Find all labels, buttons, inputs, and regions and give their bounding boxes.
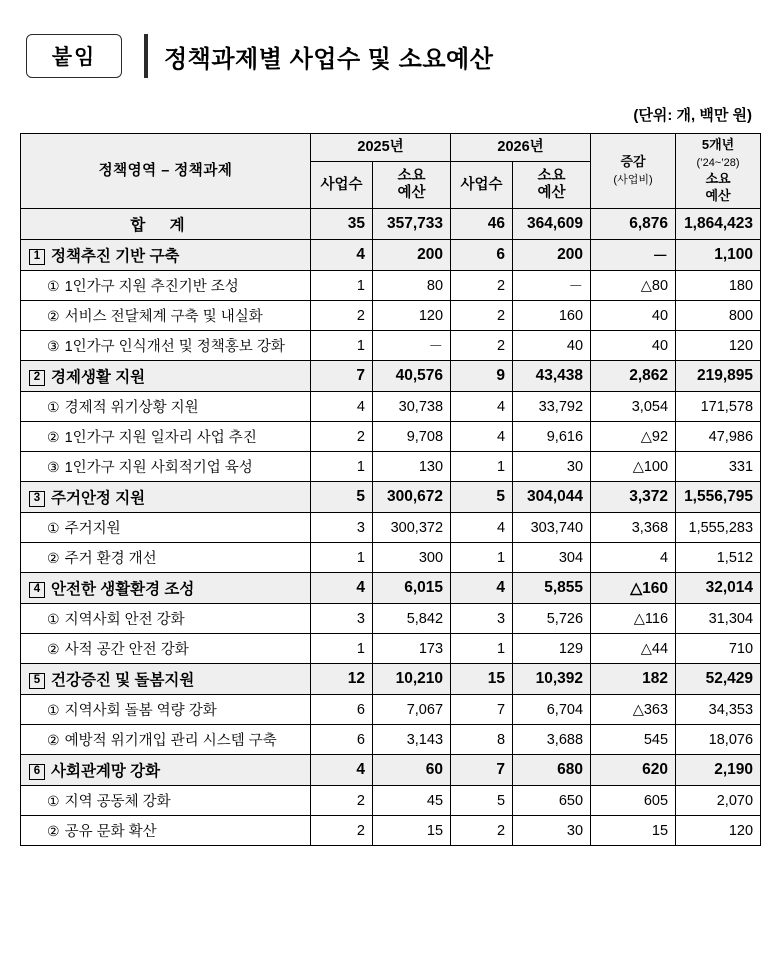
- cell-2025-budget: 5,842: [373, 604, 451, 634]
- cell-five-year: 2,190: [676, 755, 761, 786]
- cell-change: 182: [591, 664, 676, 695]
- cell-five-year: 34,353: [676, 695, 761, 725]
- item-marker: ①: [47, 611, 60, 628]
- row-label: [21, 573, 311, 604]
- cell-2025-budget: 120: [373, 301, 451, 331]
- row-label-text: 서비스 전달체계 구축 및 내실화: [64, 309, 263, 326]
- cell-2026-budget: 6,704: [513, 695, 591, 725]
- col-change-sublabel: (사업비): [613, 174, 653, 187]
- item-marker: ①: [47, 793, 60, 810]
- cell-2025-count: 4: [311, 240, 373, 271]
- cell-2026-budget: 200: [513, 240, 591, 271]
- cell-2025-budget: 200: [373, 240, 451, 271]
- cell-five-year: 1,512: [676, 543, 761, 573]
- row-label: [21, 755, 311, 786]
- row-label-text: 지역사회 돌봄 역량 강화: [64, 703, 217, 720]
- cell-2025-budget: 9,708: [373, 422, 451, 452]
- table-row: [21, 482, 761, 513]
- cell-2025-budget: 357,733: [373, 209, 451, 240]
- row-label: [21, 482, 311, 513]
- item-marker: ②: [47, 823, 60, 840]
- item-marker: ②: [47, 550, 60, 567]
- row-label-text: 공유 문화 확산: [64, 824, 157, 841]
- row-label-text: 안전한 생활환경 조성: [51, 581, 195, 599]
- cell-2026-count: 4: [451, 573, 513, 604]
- cell-2025-count: 5: [311, 482, 373, 513]
- cell-2025-count: 4: [311, 392, 373, 422]
- cell-2026-budget: 304,044: [513, 482, 591, 513]
- cell-change: 3,368: [591, 513, 676, 543]
- table-header: [21, 134, 761, 209]
- group-marker: 2: [29, 370, 45, 386]
- cell-2026-budget: 33,792: [513, 392, 591, 422]
- cell-2025-count: 1: [311, 271, 373, 301]
- cell-change: 4: [591, 543, 676, 573]
- cell-2025-budget: 6,015: [373, 573, 451, 604]
- col-2026-budget-l1: 소요: [537, 168, 566, 185]
- cell-change: △363: [591, 695, 676, 725]
- group-marker: 5: [29, 673, 45, 689]
- item-marker: ②: [47, 308, 60, 325]
- table-row: [21, 271, 761, 301]
- cell-2026-count: 5: [451, 482, 513, 513]
- attachment-tag: 붙임: [26, 34, 122, 78]
- cell-2025-count: 2: [311, 422, 373, 452]
- table-row: [21, 634, 761, 664]
- cell-2026-count: 1: [451, 452, 513, 482]
- cell-2025-budget: 300,672: [373, 482, 451, 513]
- row-label: [21, 240, 311, 271]
- cell-five-year: 47,986: [676, 422, 761, 452]
- cell-2026-budget: 364,609: [513, 209, 591, 240]
- row-label-text: 1인가구 지원 추진기반 조성: [64, 279, 239, 296]
- table-row: [21, 240, 761, 271]
- table-row: [21, 392, 761, 422]
- table-row: [21, 422, 761, 452]
- cell-2025-count: 2: [311, 786, 373, 816]
- cell-2026-budget: 9,616: [513, 422, 591, 452]
- cell-2025-budget: 40,576: [373, 361, 451, 392]
- item-marker: ②: [47, 429, 60, 446]
- unit-note: (단위: 개, 백만 원): [633, 107, 752, 124]
- col-five-year-range: (’24~’28): [696, 157, 740, 170]
- cell-2026-count: 4: [451, 422, 513, 452]
- col-2026-budget-l2: 예산: [537, 185, 566, 202]
- cell-2025-budget: 300,372: [373, 513, 451, 543]
- table-row: [21, 695, 761, 725]
- cell-2025-budget: －: [373, 331, 451, 361]
- cell-change: 6,876: [591, 209, 676, 240]
- row-label: [21, 816, 311, 846]
- cell-2026-count: 2: [451, 331, 513, 361]
- cell-2025-count: 2: [311, 816, 373, 846]
- cell-2026-count: 2: [451, 301, 513, 331]
- cell-change: 3,372: [591, 482, 676, 513]
- row-label: [21, 361, 311, 392]
- item-marker: ①: [47, 702, 60, 719]
- cell-five-year: 180: [676, 271, 761, 301]
- col-five-year-label: 5개년: [701, 137, 735, 152]
- cell-2026-budget: －: [513, 271, 591, 301]
- cell-change: 2,862: [591, 361, 676, 392]
- cell-2026-count: 4: [451, 513, 513, 543]
- cell-2025-count: 4: [311, 573, 373, 604]
- row-label-text: 1인가구 지원 일자리 사업 추진: [64, 430, 257, 447]
- item-marker: ③: [47, 459, 60, 476]
- cell-2025-budget: 30,738: [373, 392, 451, 422]
- cell-2026-count: 15: [451, 664, 513, 695]
- table-row: [21, 331, 761, 361]
- cell-2026-count: 7: [451, 695, 513, 725]
- cell-2026-budget: 129: [513, 634, 591, 664]
- cell-change: △80: [591, 271, 676, 301]
- item-marker: ①: [47, 278, 60, 295]
- row-label-text: 경제적 위기상황 지원: [64, 400, 199, 417]
- row-label: [21, 271, 311, 301]
- row-label: [21, 543, 311, 573]
- cell-five-year: 1,100: [676, 240, 761, 271]
- cell-2026-budget: 5,855: [513, 573, 591, 604]
- cell-five-year: 31,304: [676, 604, 761, 634]
- row-label-text: 예방적 위기개입 관리 시스템 구축: [64, 733, 277, 750]
- item-marker: ①: [47, 399, 60, 416]
- row-label-text: 1인가구 인식개선 및 정책홍보 강화: [64, 339, 285, 356]
- table-row: [21, 816, 761, 846]
- row-label-text: 사적 공간 안전 강화: [64, 642, 189, 659]
- col-year-2026: 2026년: [451, 134, 591, 162]
- col-year-2025: 2025년: [311, 134, 451, 162]
- cell-2026-budget: 303,740: [513, 513, 591, 543]
- cell-2026-budget: 5,726: [513, 604, 591, 634]
- page-title: 정책과제별 사업수 및 소요예산: [144, 34, 493, 78]
- cell-2025-budget: 173: [373, 634, 451, 664]
- row-label: [21, 695, 311, 725]
- table-row: [21, 604, 761, 634]
- cell-five-year: 18,076: [676, 725, 761, 755]
- table-row: [21, 452, 761, 482]
- row-label: [21, 452, 311, 482]
- col-five-year-budget-2: 예산: [705, 188, 731, 204]
- row-label: [21, 634, 311, 664]
- table-row: [21, 301, 761, 331]
- cell-five-year: 1,864,423: [676, 209, 761, 240]
- cell-five-year: 219,895: [676, 361, 761, 392]
- cell-2025-budget: 80: [373, 271, 451, 301]
- row-label-text: 경제생활 지원: [51, 369, 146, 387]
- cell-change: 40: [591, 331, 676, 361]
- col-policy-area: 정책영역 – 정책과제: [21, 134, 311, 209]
- cell-five-year: 171,578: [676, 392, 761, 422]
- col-change: [591, 134, 676, 209]
- cell-five-year: 800: [676, 301, 761, 331]
- row-label: [21, 786, 311, 816]
- item-marker: ③: [47, 338, 60, 355]
- cell-2025-count: 6: [311, 725, 373, 755]
- cell-2026-budget: 680: [513, 755, 591, 786]
- cell-change: △92: [591, 422, 676, 452]
- cell-2025-count: 4: [311, 755, 373, 786]
- cell-2025-budget: 60: [373, 755, 451, 786]
- cell-2026-count: 2: [451, 271, 513, 301]
- row-label-text: 사회관계망 강화: [51, 763, 161, 781]
- cell-2026-budget: 40: [513, 331, 591, 361]
- group-marker: 3: [29, 491, 45, 507]
- cell-2026-count: 6: [451, 240, 513, 271]
- cell-five-year: 1,555,283: [676, 513, 761, 543]
- table-row: [21, 361, 761, 392]
- cell-change: －: [591, 240, 676, 271]
- row-label: [21, 301, 311, 331]
- cell-2025-budget: 130: [373, 452, 451, 482]
- cell-five-year: 52,429: [676, 664, 761, 695]
- cell-2025-budget: 15: [373, 816, 451, 846]
- row-label-text: 1인가구 지원 사회적기업 육성: [64, 460, 253, 477]
- cell-2025-budget: 7,067: [373, 695, 451, 725]
- row-label: [21, 209, 311, 240]
- col-2025-budget: [373, 161, 451, 209]
- col-2025-budget-l2: 예산: [397, 185, 426, 202]
- cell-2025-count: 1: [311, 543, 373, 573]
- cell-2026-count: 8: [451, 725, 513, 755]
- cell-five-year: 1,556,795: [676, 482, 761, 513]
- cell-five-year: 120: [676, 816, 761, 846]
- cell-change: 40: [591, 301, 676, 331]
- cell-2025-budget: 3,143: [373, 725, 451, 755]
- cell-2026-budget: 30: [513, 816, 591, 846]
- col-five-year-budget-1: 소요: [705, 171, 731, 187]
- row-label-text: 지역 공동체 강화: [64, 794, 171, 811]
- table-row: [21, 543, 761, 573]
- col-2025-count: 사업수: [311, 161, 373, 209]
- cell-2026-count: 4: [451, 392, 513, 422]
- cell-2026-budget: 3,688: [513, 725, 591, 755]
- cell-five-year: 710: [676, 634, 761, 664]
- cell-2025-budget: 300: [373, 543, 451, 573]
- cell-2026-count: 1: [451, 634, 513, 664]
- cell-2026-count: 9: [451, 361, 513, 392]
- cell-2026-count: 1: [451, 543, 513, 573]
- cell-change: △44: [591, 634, 676, 664]
- row-label-text: 합 계: [130, 217, 195, 235]
- row-label-text: 주거안정 지원: [51, 490, 146, 508]
- cell-2025-count: 1: [311, 331, 373, 361]
- table-row: [21, 513, 761, 543]
- table-row: [21, 664, 761, 695]
- item-marker: ②: [47, 732, 60, 749]
- cell-2025-count: 1: [311, 452, 373, 482]
- cell-2026-budget: 160: [513, 301, 591, 331]
- cell-2026-budget: 10,392: [513, 664, 591, 695]
- cell-2026-budget: 30: [513, 452, 591, 482]
- row-label: [21, 664, 311, 695]
- cell-2025-count: 1: [311, 634, 373, 664]
- row-label-text: 건강증진 및 돌봄지원: [51, 672, 195, 690]
- cell-2025-budget: 10,210: [373, 664, 451, 695]
- group-marker: 1: [29, 249, 45, 265]
- cell-2025-count: 6: [311, 695, 373, 725]
- table-row: [21, 725, 761, 755]
- cell-2025-count: 3: [311, 513, 373, 543]
- col-2025-budget-l1: 소요: [397, 168, 426, 185]
- cell-2026-count: 5: [451, 786, 513, 816]
- col-change-label: 증감: [620, 154, 646, 170]
- item-marker: ①: [47, 520, 60, 537]
- row-label: [21, 725, 311, 755]
- cell-2026-count: 46: [451, 209, 513, 240]
- col-2026-count: 사업수: [451, 161, 513, 209]
- cell-2025-count: 35: [311, 209, 373, 240]
- cell-five-year: 2,070: [676, 786, 761, 816]
- row-label-text: 지역사회 안전 강화: [64, 612, 185, 629]
- table-row: [21, 786, 761, 816]
- cell-2025-budget: 45: [373, 786, 451, 816]
- budget-table: [20, 133, 761, 846]
- document-header: [26, 34, 760, 78]
- group-marker: 6: [29, 764, 45, 780]
- group-marker: 4: [29, 582, 45, 598]
- cell-five-year: 32,014: [676, 573, 761, 604]
- cell-2025-count: 7: [311, 361, 373, 392]
- col-2026-budget: [513, 161, 591, 209]
- cell-change: △100: [591, 452, 676, 482]
- item-marker: ②: [47, 641, 60, 658]
- cell-2026-count: 2: [451, 816, 513, 846]
- table-row: [21, 573, 761, 604]
- cell-five-year: 120: [676, 331, 761, 361]
- cell-change: 3,054: [591, 392, 676, 422]
- table-row: [21, 755, 761, 786]
- cell-2025-count: 12: [311, 664, 373, 695]
- cell-2025-count: 2: [311, 301, 373, 331]
- col-five-year: [676, 134, 761, 209]
- table-row: [21, 209, 761, 240]
- cell-change: △160: [591, 573, 676, 604]
- row-label-text: 주거 환경 개선: [64, 551, 157, 568]
- cell-2026-count: 3: [451, 604, 513, 634]
- table-body: [21, 209, 761, 846]
- cell-change: 545: [591, 725, 676, 755]
- cell-2026-budget: 650: [513, 786, 591, 816]
- row-label: [21, 392, 311, 422]
- cell-2026-count: 7: [451, 755, 513, 786]
- cell-change: 620: [591, 755, 676, 786]
- cell-change: 605: [591, 786, 676, 816]
- row-label-text: 정책추진 기반 구축: [51, 248, 180, 266]
- cell-2026-budget: 43,438: [513, 361, 591, 392]
- cell-change: 15: [591, 816, 676, 846]
- cell-2026-budget: 304: [513, 543, 591, 573]
- row-label-text: 주거지원: [64, 521, 121, 538]
- cell-change: △116: [591, 604, 676, 634]
- row-label: [21, 513, 311, 543]
- cell-2025-count: 3: [311, 604, 373, 634]
- row-label: [21, 604, 311, 634]
- row-label: [21, 422, 311, 452]
- cell-five-year: 331: [676, 452, 761, 482]
- row-label: [21, 331, 311, 361]
